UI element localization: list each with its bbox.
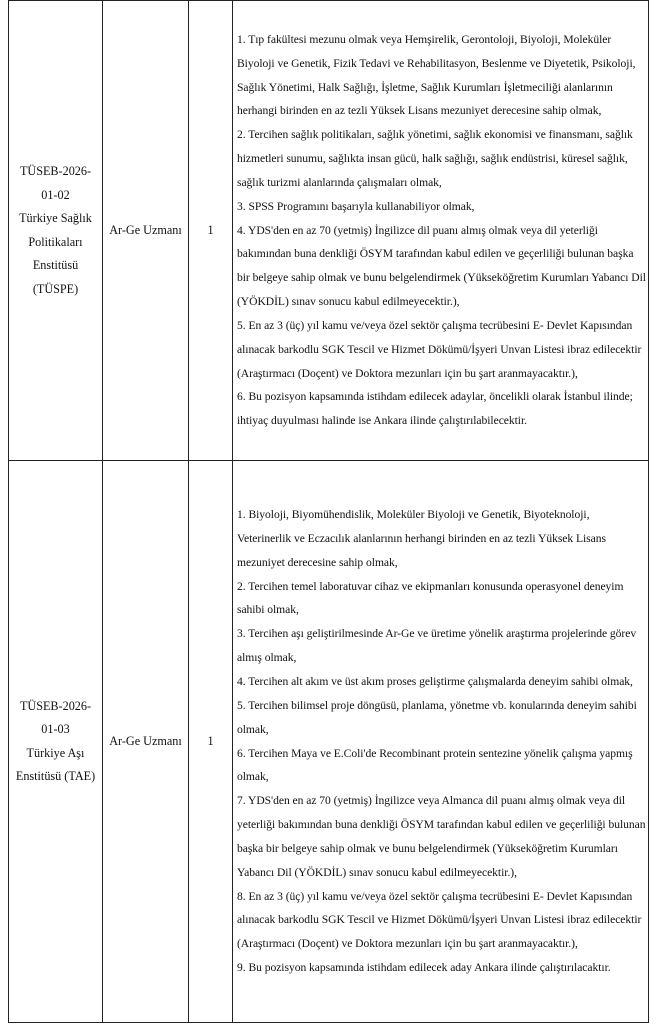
requirement-item: 6. Bu pozisyon kapsamında istihdam edilecek adaylar, öncelikli olarak İstanbul ilinde; ihtiyaç duyulması halinde ise Ankara ilinde çalıştırılabilecektir. [237,390,633,428]
requirement-item: 6. Tercihen Maya ve E.Coli'de Recombinant protein sentezine yönelik çalışma yapmış olmak, [237,746,633,784]
institute-name-line: Enstitüsü (TAE) [15,769,96,783]
institute-cell [9,461,103,1023]
institute-name-line: Türkiye Aşı [26,745,85,760]
requirement-item: 9. Bu pozisyon kapsamında istihdam edilecek aday Ankara ilinde çalıştırılacaktır. [237,961,611,975]
position-code-line: 01-03 [41,722,70,736]
table-row [9,461,649,1023]
requirement-item: 3. Tercihen aşı geliştirilmesinde Ar-Ge ve üretime yönelik araştırma projelerinde görev almış olmak, [237,627,637,665]
requirement-item: 4. YDS'den en az 70 (yetmiş) İngilizce dil puanı almış olmak veya dil yeterliği bakımından buna denkliği ÖSYM tarafından kabul edilen ve geçerliliği bulunan başka bir belgeye sahip olmak ve bunu belgelendirmek (Yükseköğretim Kurumları Yabancı Dil (YÖKDİL) sınav sonucu kabul edilmeyecektir.), [237,223,646,309]
institute-name-line: Türkiye Sağlık [19,211,92,225]
requirements-cell [233,1,649,461]
position-count-cell: 1 [189,461,233,1023]
requirement-item: 4. Tercihen alt akım ve üst akım proses geliştirme çalışmalarda deneyim sahibi olmak, [237,674,633,688]
position-title-cell: Ar-Ge Uzmanı [103,1,189,461]
requirement-item: 1. Tıp fakültesi mezunu olmak veya Hemşirelik, Gerontoloji, Biyoloji, Moleküler Biyoloji ve Genetik, Fizik Tedavi ve Rehabilitasyon, Beslenme ve Diyetetik, Psikoloji, Sağlık Yönetimi, Halk Sağlığı, İşletme, Sağlık Kurumları İşletmeciliği alanlarının herhangi birinden en az tezli Yüksek Lisans mezuniyet derecesine sahip olmak, [237,32,636,118]
requirement-item: 2. Tercihen temel laboratuvar cihaz ve ekipmanları konusunda operasyonel deneyim sahibi olmak, [237,579,624,617]
requirement-item: 2. Tercihen sağlık politikaları, sağlık yönetimi, sağlık ekonomisi ve finansmanı, sağlık hizmetleri sunumu, sağlıkta insan gücü, halk sağlığı, sağlık endüstrisi, küresel sağlık, sağlık turizmi alanlarında çalışmaları olmak, [237,128,633,189]
institute-name-line: Enstitüsü [32,258,79,272]
institute-name-line: Politikaları [28,234,83,249]
table-row [9,1,649,461]
institute-name-line: (TÜSPE) [32,281,79,296]
requirement-item: 5. Tercihen bilimsel proje döngüsü, planlama, yönetme vb. konularında deneyim sahibi olmak, [237,698,637,736]
requirement-item: 3. SPSS Programını başarıyla kullanabiliyor olmak, [237,199,475,213]
requirement-item: 7. YDS'den en az 70 (yetmiş) İngilizce veya Almanca dil puanı almış olmak veya dil yeterliği bakımından buna denkliği ÖSYM tarafından kabul edilen ve geçerliliği bulunan başka bir belgeye sahip olmak ve bunu belgelendirmek (Yükseköğretim Kurumları Yabancı Dil (YÖKDİL) sınav sonucu kabul edilmeyecektir.), [237,794,646,879]
requirement-item: 5. En az 3 (üç) yıl kamu ve/veya özel sektör çalışma tecrübesini E- Devlet Kapısından alınacak barkodlu SGK Tescil ve Hizmet Dökümü/İşyeri Unvan Listesi ibraz edilecektir (Araştırmacı (Doçent) ve Doktora mezunları için bu şart aranmayacaktır.), [237,318,642,380]
requirement-item: 1. Biyoloji, Biyomühendislik, Moleküler Biyoloji ve Genetik, Biyoteknoloji, Veterinerlik ve Eczacılık alanlarının herhangi birinden en az tezli Yüksek Lisans mezuniyet derecesine sahip olmak, [237,508,606,569]
requirement-item: 8. En az 3 (üç) yıl kamu ve/veya özel sektör çalışma tecrübesini E- Devlet Kapısından alınacak barkodlu SGK Tescil ve Hizmet Dökümü/İşyeri Unvan Listesi ibraz edilecektir (Araştırmacı (Doçent) ve Doktora mezunları için bu şart aranmayacaktır.), [237,889,642,951]
requirements-cell [233,461,649,1023]
position-code-line: 01-02 [41,187,70,202]
position-count-cell: 1 [189,1,233,461]
institute-cell [9,1,103,461]
position-code-line: TÜSEB-2026- [19,164,92,178]
position-code-line: TÜSEB-2026- [19,698,92,713]
position-title-cell: Ar-Ge Uzmanı [103,461,189,1023]
positions-table [8,0,649,1023]
